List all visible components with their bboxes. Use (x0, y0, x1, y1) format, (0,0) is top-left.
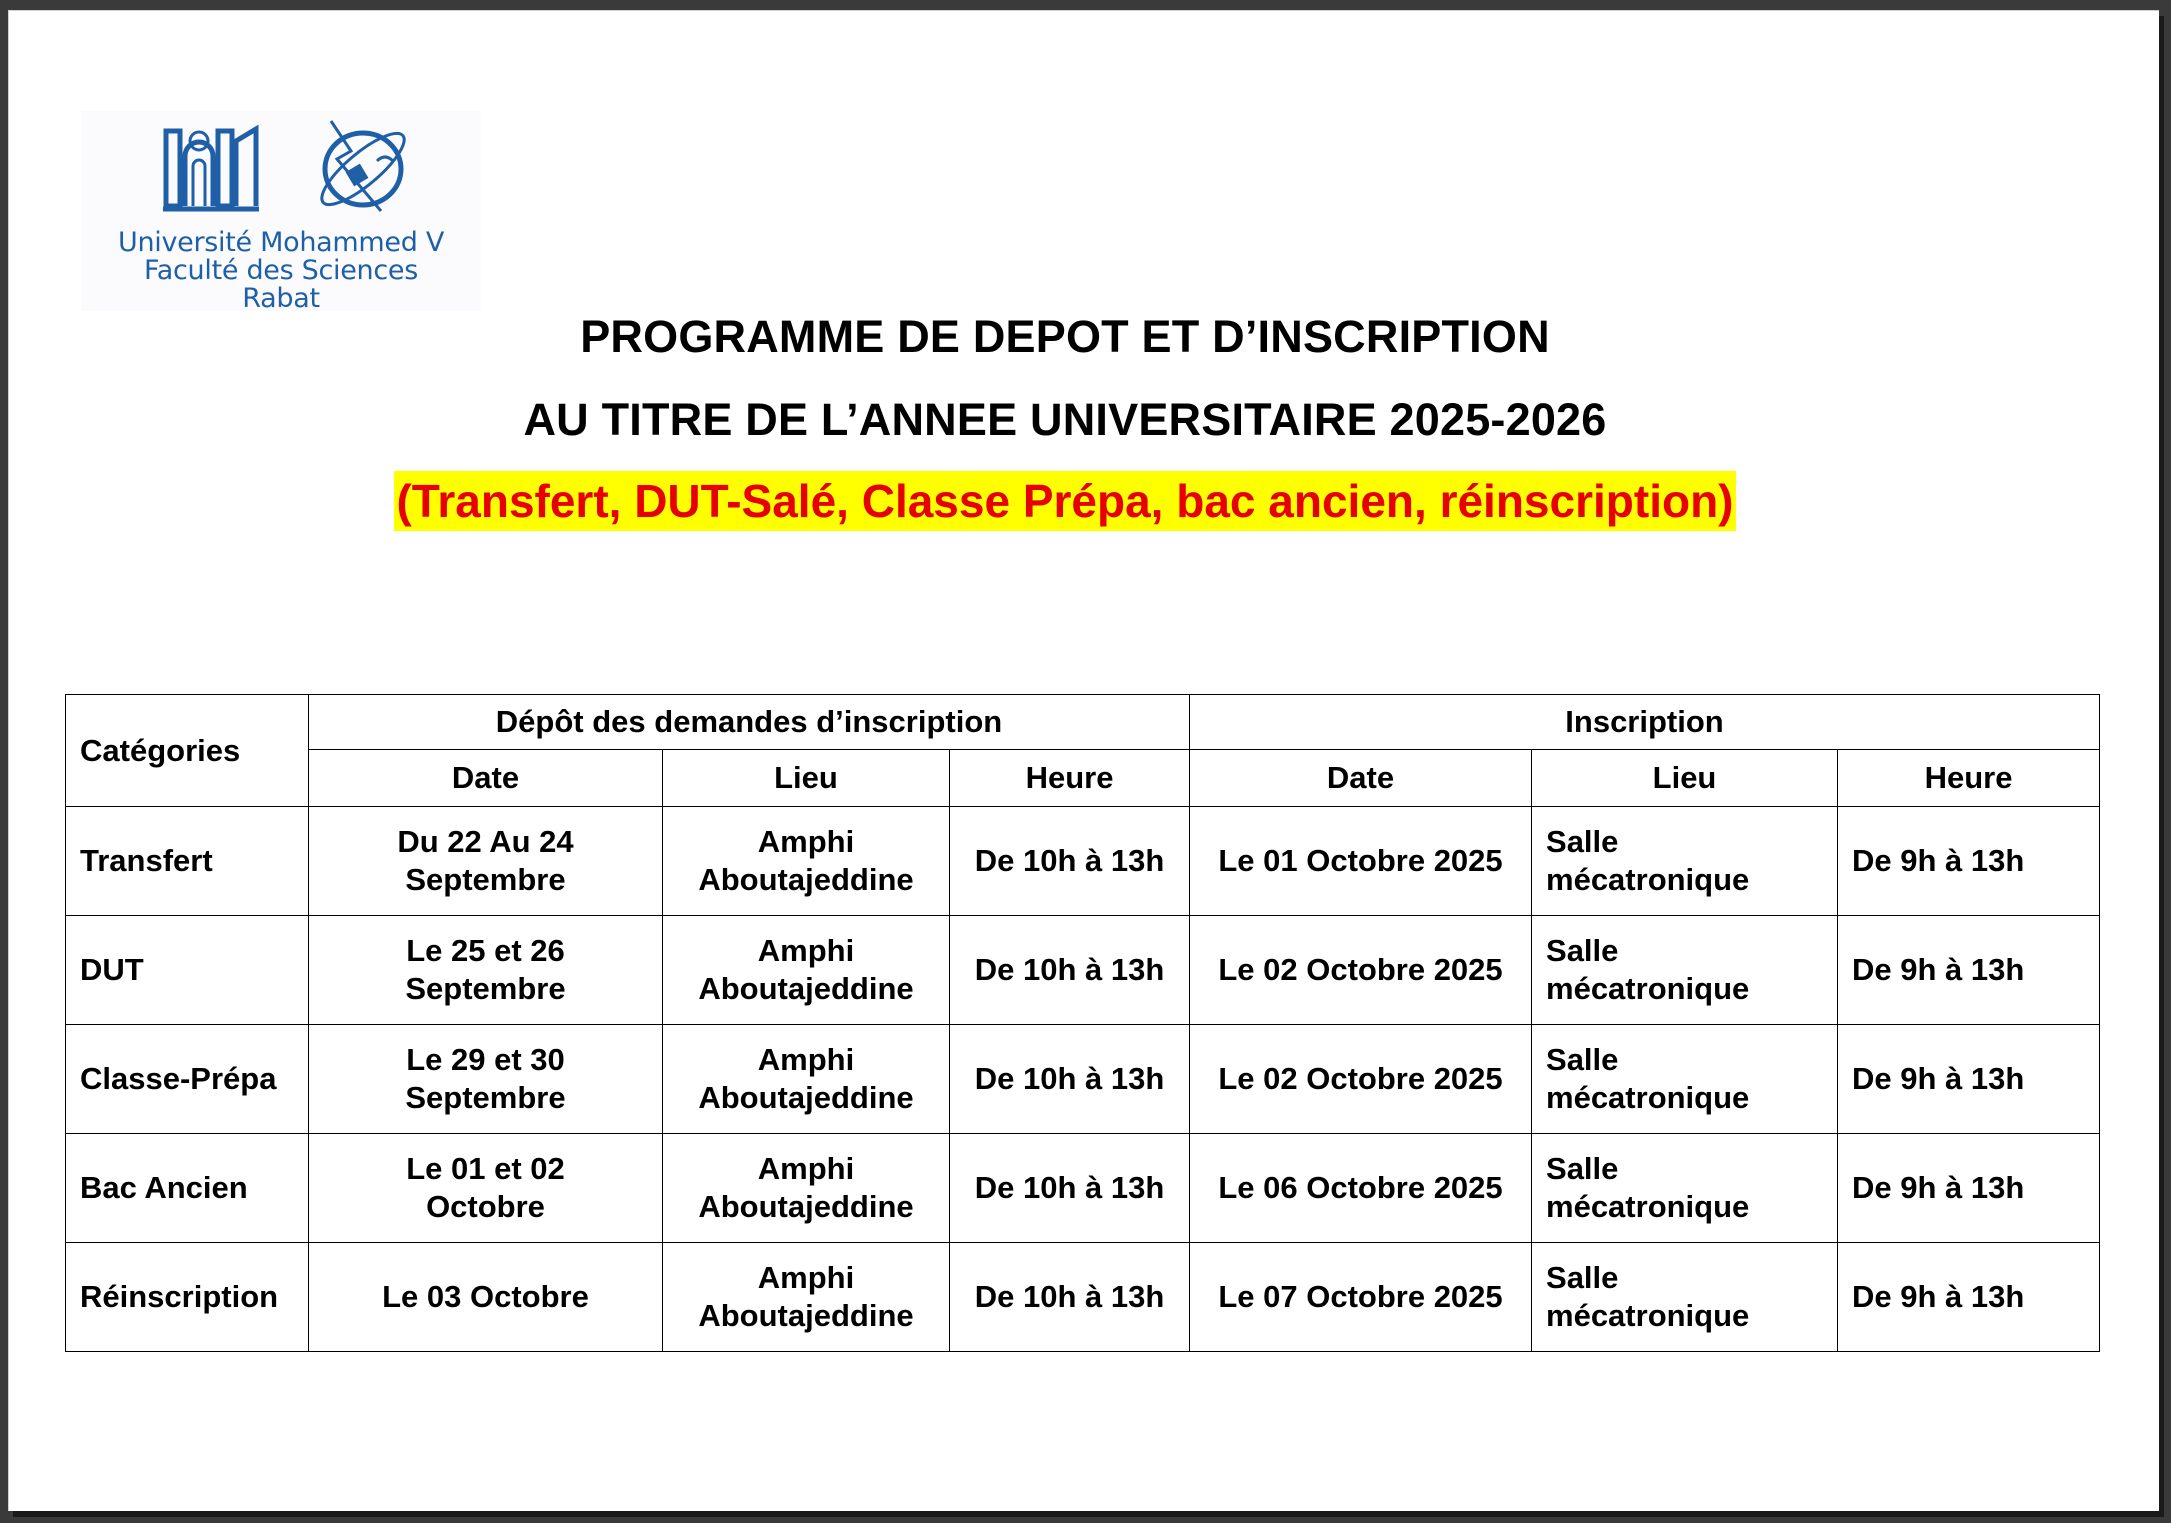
header-row-groups (66, 695, 2100, 750)
cell-category-text: Bac Ancien (80, 1170, 248, 1205)
cell-category (66, 807, 309, 916)
cell-depot-date-text: Le 25 et 26 (406, 933, 565, 968)
schedule-table (65, 694, 2100, 1352)
cell-depot-lieu (663, 1025, 950, 1134)
header-group-inscription: Inscription (1190, 695, 2100, 750)
cell-depot-lieu-text: Aboutajeddine (698, 1189, 914, 1224)
cell-insc-lieu-text: Salle (1546, 933, 1619, 968)
cell-insc-lieu-text: mécatronique (1546, 862, 1750, 897)
table-row (66, 807, 2100, 916)
header-insc-date: Date (1190, 750, 1532, 807)
subtitle-wrapper (9, 471, 2121, 531)
document-page (8, 10, 2159, 1511)
cell-insc-heure (1838, 916, 2100, 1025)
cell-insc-date (1190, 916, 1532, 1025)
header-row-columns (66, 750, 2100, 807)
header-depot-lieu: Lieu (663, 750, 950, 807)
cell-depot-heure (950, 807, 1190, 916)
cell-depot-date (309, 1134, 663, 1243)
logo-city: Rabat (242, 283, 320, 314)
cell-depot-heure (950, 916, 1190, 1025)
cell-depot-lieu-text: Aboutajeddine (698, 971, 914, 1006)
cell-insc-lieu-text: Salle (1546, 1042, 1619, 1077)
cell-depot-lieu-text: Amphi (757, 933, 855, 968)
cell-depot-date (309, 916, 663, 1025)
logo-faculty-name: Faculté des Sciences (144, 255, 418, 286)
header-insc-lieu: Lieu (1532, 750, 1838, 807)
cell-category (66, 916, 309, 1025)
cell-category-text: DUT (80, 952, 144, 987)
cell-insc-lieu-text: mécatronique (1546, 1298, 1750, 1333)
cell-depot-date-text: Le 03 Octobre (382, 1279, 589, 1314)
cell-category-text: Réinscription (80, 1279, 279, 1314)
cell-insc-lieu (1532, 1025, 1838, 1134)
cell-insc-lieu-text: mécatronique (1546, 1189, 1750, 1224)
cell-insc-heure-text: De 9h à 13h (1852, 1170, 2025, 1205)
cell-insc-lieu (1532, 1243, 1838, 1352)
table-row (66, 916, 2100, 1025)
cell-category-text: Transfert (80, 843, 213, 878)
cell-depot-lieu-text: Amphi (757, 1042, 855, 1077)
cell-depot-lieu-text: Amphi (757, 824, 855, 859)
cell-depot-lieu (663, 1134, 950, 1243)
cell-depot-date (309, 1025, 663, 1134)
cell-insc-lieu (1532, 807, 1838, 916)
cell-insc-date (1190, 807, 1532, 916)
cell-depot-lieu (663, 807, 950, 916)
cell-insc-lieu-text: Salle (1546, 1151, 1619, 1186)
cell-insc-date (1190, 1134, 1532, 1243)
logo-emblem-icon (81, 111, 481, 221)
cell-insc-date (1190, 1243, 1532, 1352)
document-title-line2: AU TITRE DE L’ANNEE UNIVERSITAIRE 2025-2026 (523, 394, 1607, 445)
cell-insc-heure-text: De 9h à 13h (1852, 843, 2025, 878)
cell-insc-lieu (1532, 1134, 1838, 1243)
cell-depot-lieu-text: Amphi (757, 1260, 855, 1295)
cell-depot-date-text: Septembre (405, 971, 566, 1006)
header-depot-date: Date (309, 750, 663, 807)
cell-depot-date (309, 1243, 663, 1352)
cell-depot-date-text: Septembre (405, 862, 566, 897)
table-row (66, 1134, 2100, 1243)
cell-insc-heure-text: De 9h à 13h (1852, 952, 2025, 987)
cell-depot-lieu-text: Amphi (757, 1151, 855, 1186)
cell-category (66, 1025, 309, 1134)
table-row (66, 1243, 2100, 1352)
cell-insc-lieu (1532, 916, 1838, 1025)
cell-depot-lieu-text: Aboutajeddine (698, 1298, 914, 1333)
logo-university-name: Université Mohammed V (118, 227, 444, 258)
cell-insc-date (1190, 1025, 1532, 1134)
cell-insc-heure (1838, 807, 2100, 916)
header-group-depot: Dépôt des demandes d’inscription (309, 695, 1190, 750)
cell-depot-date-text: Du 22 Au 24 (397, 824, 574, 859)
cell-insc-heure (1838, 1134, 2100, 1243)
cell-insc-heure-text: De 9h à 13h (1852, 1279, 2025, 1314)
cell-insc-date-text: Le 07 Octobre 2025 (1218, 1279, 1503, 1314)
cell-depot-heure-text: De 10h à 13h (974, 952, 1165, 987)
cell-depot-date (309, 807, 663, 916)
cell-category (66, 1134, 309, 1243)
cell-depot-date-text: Le 01 et 02 (406, 1151, 565, 1186)
cell-insc-heure (1838, 1025, 2100, 1134)
cell-depot-date-text: Octobre (426, 1189, 545, 1224)
header-depot-heure: Heure (950, 750, 1190, 807)
cell-depot-heure-text: De 10h à 13h (974, 843, 1165, 878)
cell-depot-heure-text: De 10h à 13h (974, 1279, 1165, 1314)
cell-insc-lieu-text: Salle (1546, 824, 1619, 859)
cell-depot-lieu (663, 1243, 950, 1352)
cell-insc-lieu-text: mécatronique (1546, 1080, 1750, 1115)
cell-depot-heure-text: De 10h à 13h (974, 1061, 1165, 1096)
cell-depot-heure (950, 1025, 1190, 1134)
document-subtitle: (Transfert, DUT-Salé, Classe Prépa, bac ancien, réinscription) (394, 471, 1735, 531)
cell-depot-heure (950, 1134, 1190, 1243)
cell-insc-heure (1838, 1243, 2100, 1352)
cell-insc-lieu-text: Salle (1546, 1260, 1619, 1295)
header-categories: Catégories (66, 695, 309, 807)
cell-insc-date-text: Le 06 Octobre 2025 (1218, 1170, 1503, 1205)
cell-depot-date-text: Le 29 et 30 (406, 1042, 565, 1077)
cell-depot-date-text: Septembre (405, 1080, 566, 1115)
cell-depot-lieu-text: Aboutajeddine (698, 1080, 914, 1115)
cell-insc-heure-text: De 9h à 13h (1852, 1061, 2025, 1096)
cell-insc-date-text: Le 02 Octobre 2025 (1218, 952, 1503, 987)
cell-insc-date-text: Le 02 Octobre 2025 (1218, 1061, 1503, 1096)
cell-depot-lieu (663, 916, 950, 1025)
cell-insc-date-text: Le 01 Octobre 2025 (1218, 843, 1503, 878)
cell-category (66, 1243, 309, 1352)
document-title-line1: PROGRAMME DE DEPOT ET D’INSCRIPTION (580, 311, 1550, 362)
table-row (66, 1025, 2100, 1134)
table-body (66, 807, 2100, 1352)
university-logo (81, 111, 481, 314)
cell-depot-heure (950, 1243, 1190, 1352)
cell-depot-heure-text: De 10h à 13h (974, 1170, 1165, 1205)
header-insc-heure: Heure (1838, 750, 2100, 807)
cell-insc-lieu-text: mécatronique (1546, 971, 1750, 1006)
cell-depot-lieu-text: Aboutajeddine (698, 862, 914, 897)
cell-category-text: Classe-Prépa (80, 1061, 277, 1096)
